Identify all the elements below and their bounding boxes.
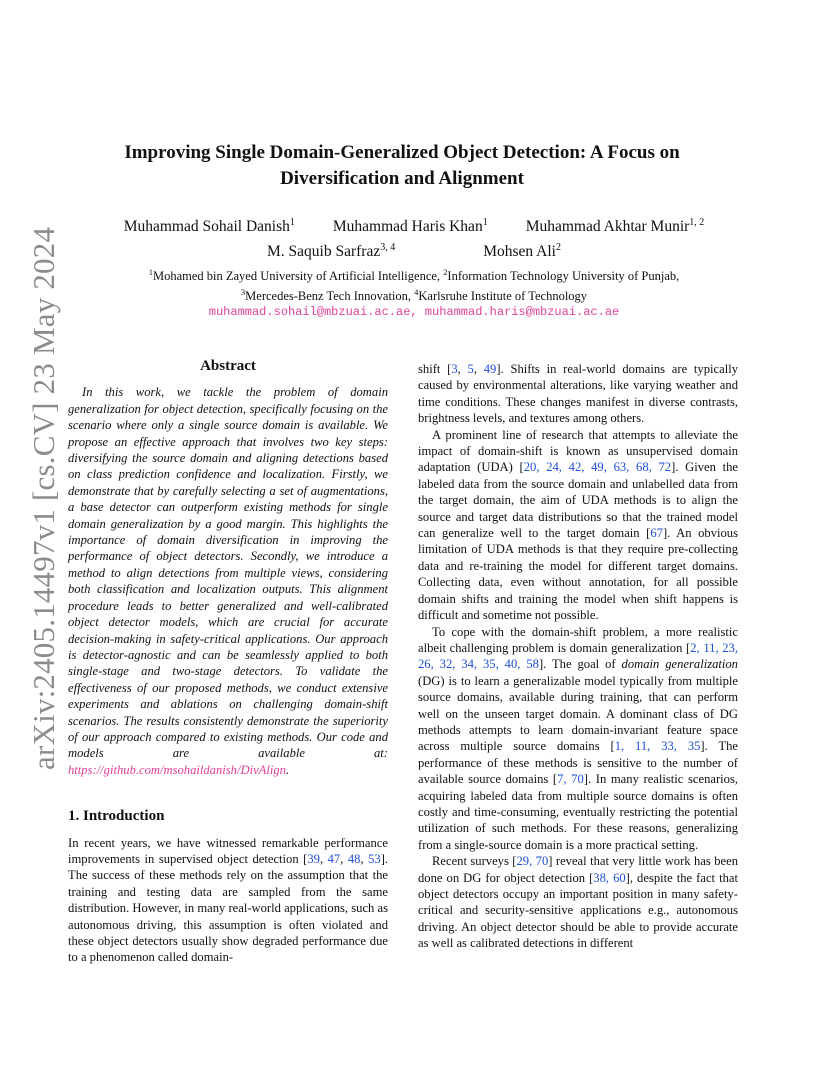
author: Muhammad Sohail Danish$^1$ xyxy=(123,216,295,235)
citation-link[interactable]: 7, 70 xyxy=(557,772,584,787)
body-paragraph: shift [3, 5, 49]. Shifts in real-world domains are typically caused by environmental alterations, like varying weather and time conditions. These changes manifest in diverse contrasts, brightness levels, and textures among others. xyxy=(418,362,738,426)
affiliations: $^1$Mohamed bin Zayed University of Artificial Intelligence, $^2$Information Technology University of Punjab, $^3$Mercedes-Benz Tech Innovation, $^4$Karlsruhe Institute of Technology xyxy=(148,266,680,303)
author: Mohsen Ali$^2$ xyxy=(483,241,561,260)
citation-link[interactable]: 2, 11, 23, 26, 32, 34, 35, 40, 58 xyxy=(418,640,738,672)
citation-link[interactable]: 20, 24, 42, 49, 63, 68, 72 xyxy=(523,460,672,475)
intro-paragraph: In recent years, we have witnessed remarkable performance improvements in supervised object detection [39, 47, 48, 53]. The success of these methods rely on the assumption that the training and testing data are sampled from the same distribution. However, in many real-world applications, such as autonomous driving, this assumption is often violated and these object detectors usually show degraded performance due to a phenomenon called domain- xyxy=(68,835,389,965)
right-column xyxy=(418,361,738,952)
title-line-2: Diversification and Alignment xyxy=(280,168,524,189)
author-list xyxy=(60,217,768,262)
author: Muhammad Akhtar Munir$^{1, 2}$ xyxy=(525,216,705,235)
citation-link[interactable]: 67 xyxy=(650,526,663,541)
author-emails[interactable]: muhammad.sohail@mbzuai.ac.ae, muhammad.haris@mbzuai.ac.ae xyxy=(208,305,620,319)
body-paragraph: Recent surveys [29, 70] reveal that very little work has been done on DG for object detection [38, 60], despite the fact that object detectors occupy an important position in many safety-critical and security-sensitive applications e.g., autonomous driving. An object detector should be able to provide accurate as well as calibrated detections in different xyxy=(418,854,739,951)
citation-link[interactable]: 29, 70 xyxy=(516,854,549,869)
arxiv-sidebar-stamp: arXiv:2405.14497v1 [cs.CV] 23 May 2024 xyxy=(26,226,61,770)
citation-link[interactable]: 3 xyxy=(451,362,458,376)
citation-link[interactable]: 48 xyxy=(347,851,361,866)
citation-link[interactable]: 5 xyxy=(467,362,474,376)
body-paragraph: To cope with the domain-shift problem, a more realistic albeit challenging problem is domain generalization [2, 11, 23, 26, 32, 34, 35, 40, 58]. The goal of domain generalization (DG) is to learn a generalizable model typically from multiple source domains, available during training, that can perform well on the unseen target domain. A dominant class of DG methods attempts to learn domain-invariant feature space across multiple source domains [1, 11, 33, 35]. The performance of these methods is sensitive to the number of available source domains [7, 70]. In many realistic scenarios, acquiring labeled data from multiple source domains is often costly and time-consuming, eventually restricting the potential utilization of such methods. For these reasons, generalizing from a single-source domain is a more practical setting. xyxy=(418,624,738,852)
author: Muhammad Haris Khan$^1$ xyxy=(332,216,488,235)
abstract-text: In this work, we tackle the problem of domain generalization for object detection, specifically focusing on the scenario where only a single source domain is available. We propose an effective approach that involves two key steps: diversifying the source domain and aligning detections based on class prediction confidence and localization. Firstly, we demonstrate that by carefully selecting a set of augmentations, a base detector can outperform existing methods for single domain generalization by a good margin. This highlights the importance of domain diversification in improving the performance of object detectors. Secondly, we introduce a method to align detections from multiple views, considering both classification and localization outputs. This alignment procedure leads to better generalized and well-calibrated object detector models, which are crucial for accurate decision-making in safety-critical applications. Our approach is detector-agnostic and can be seamlessly applied to both single-stage and two-stage detectors. To validate the effectiveness of our proposed methods, we conduct extensive experiments and ablations on challenging domain-shift scenarios. The results consistently demonstrate the superiority of our approach compared to existing methods. Our code and models are available at: https://github.com/msohaildanish/DivAlign. xyxy=(68,385,388,777)
citation-link[interactable]: 49 xyxy=(483,362,497,376)
citation-link[interactable]: 47 xyxy=(327,851,341,866)
citation-link[interactable]: 38, 60 xyxy=(593,870,626,885)
citation-link[interactable]: 53 xyxy=(368,851,381,866)
code-link[interactable]: https://github.com/msohaildanish/DivAlign xyxy=(68,762,286,777)
citation-link[interactable]: 1, 11, 33, 35 xyxy=(614,739,701,754)
left-column xyxy=(68,358,388,966)
title-line-1: Improving Single Domain-Generalized Object Detection: A Focus on xyxy=(124,142,680,163)
introduction-heading: 1. Introduction xyxy=(68,808,165,825)
abstract-heading: Abstract xyxy=(200,358,256,374)
paper-title xyxy=(100,140,704,192)
author: M. Saquib Sarfraz$^{3, 4}$ xyxy=(267,241,396,260)
citation-link[interactable]: 39 xyxy=(307,851,320,866)
body-paragraph: A prominent line of research that attempts to alleviate the impact of domain-shift is known as unsupervised domain adaptation (UDA) [20, 24, 42, 49, 63, 68, 72]. Given the labeled data from the source domain and unlabelled data from the target domain, the aim of UDA methods is to align the source and target data distributions so that the trained model can generalize well to the target domain [67]. An obvious limitation of UDA methods is that they require pre-collecting data and re-training the model for different target domains. Collecting data, even without annotation, for all possible domain shifts and training the model when shift happens is difficult and sometime not possible. xyxy=(418,427,738,623)
